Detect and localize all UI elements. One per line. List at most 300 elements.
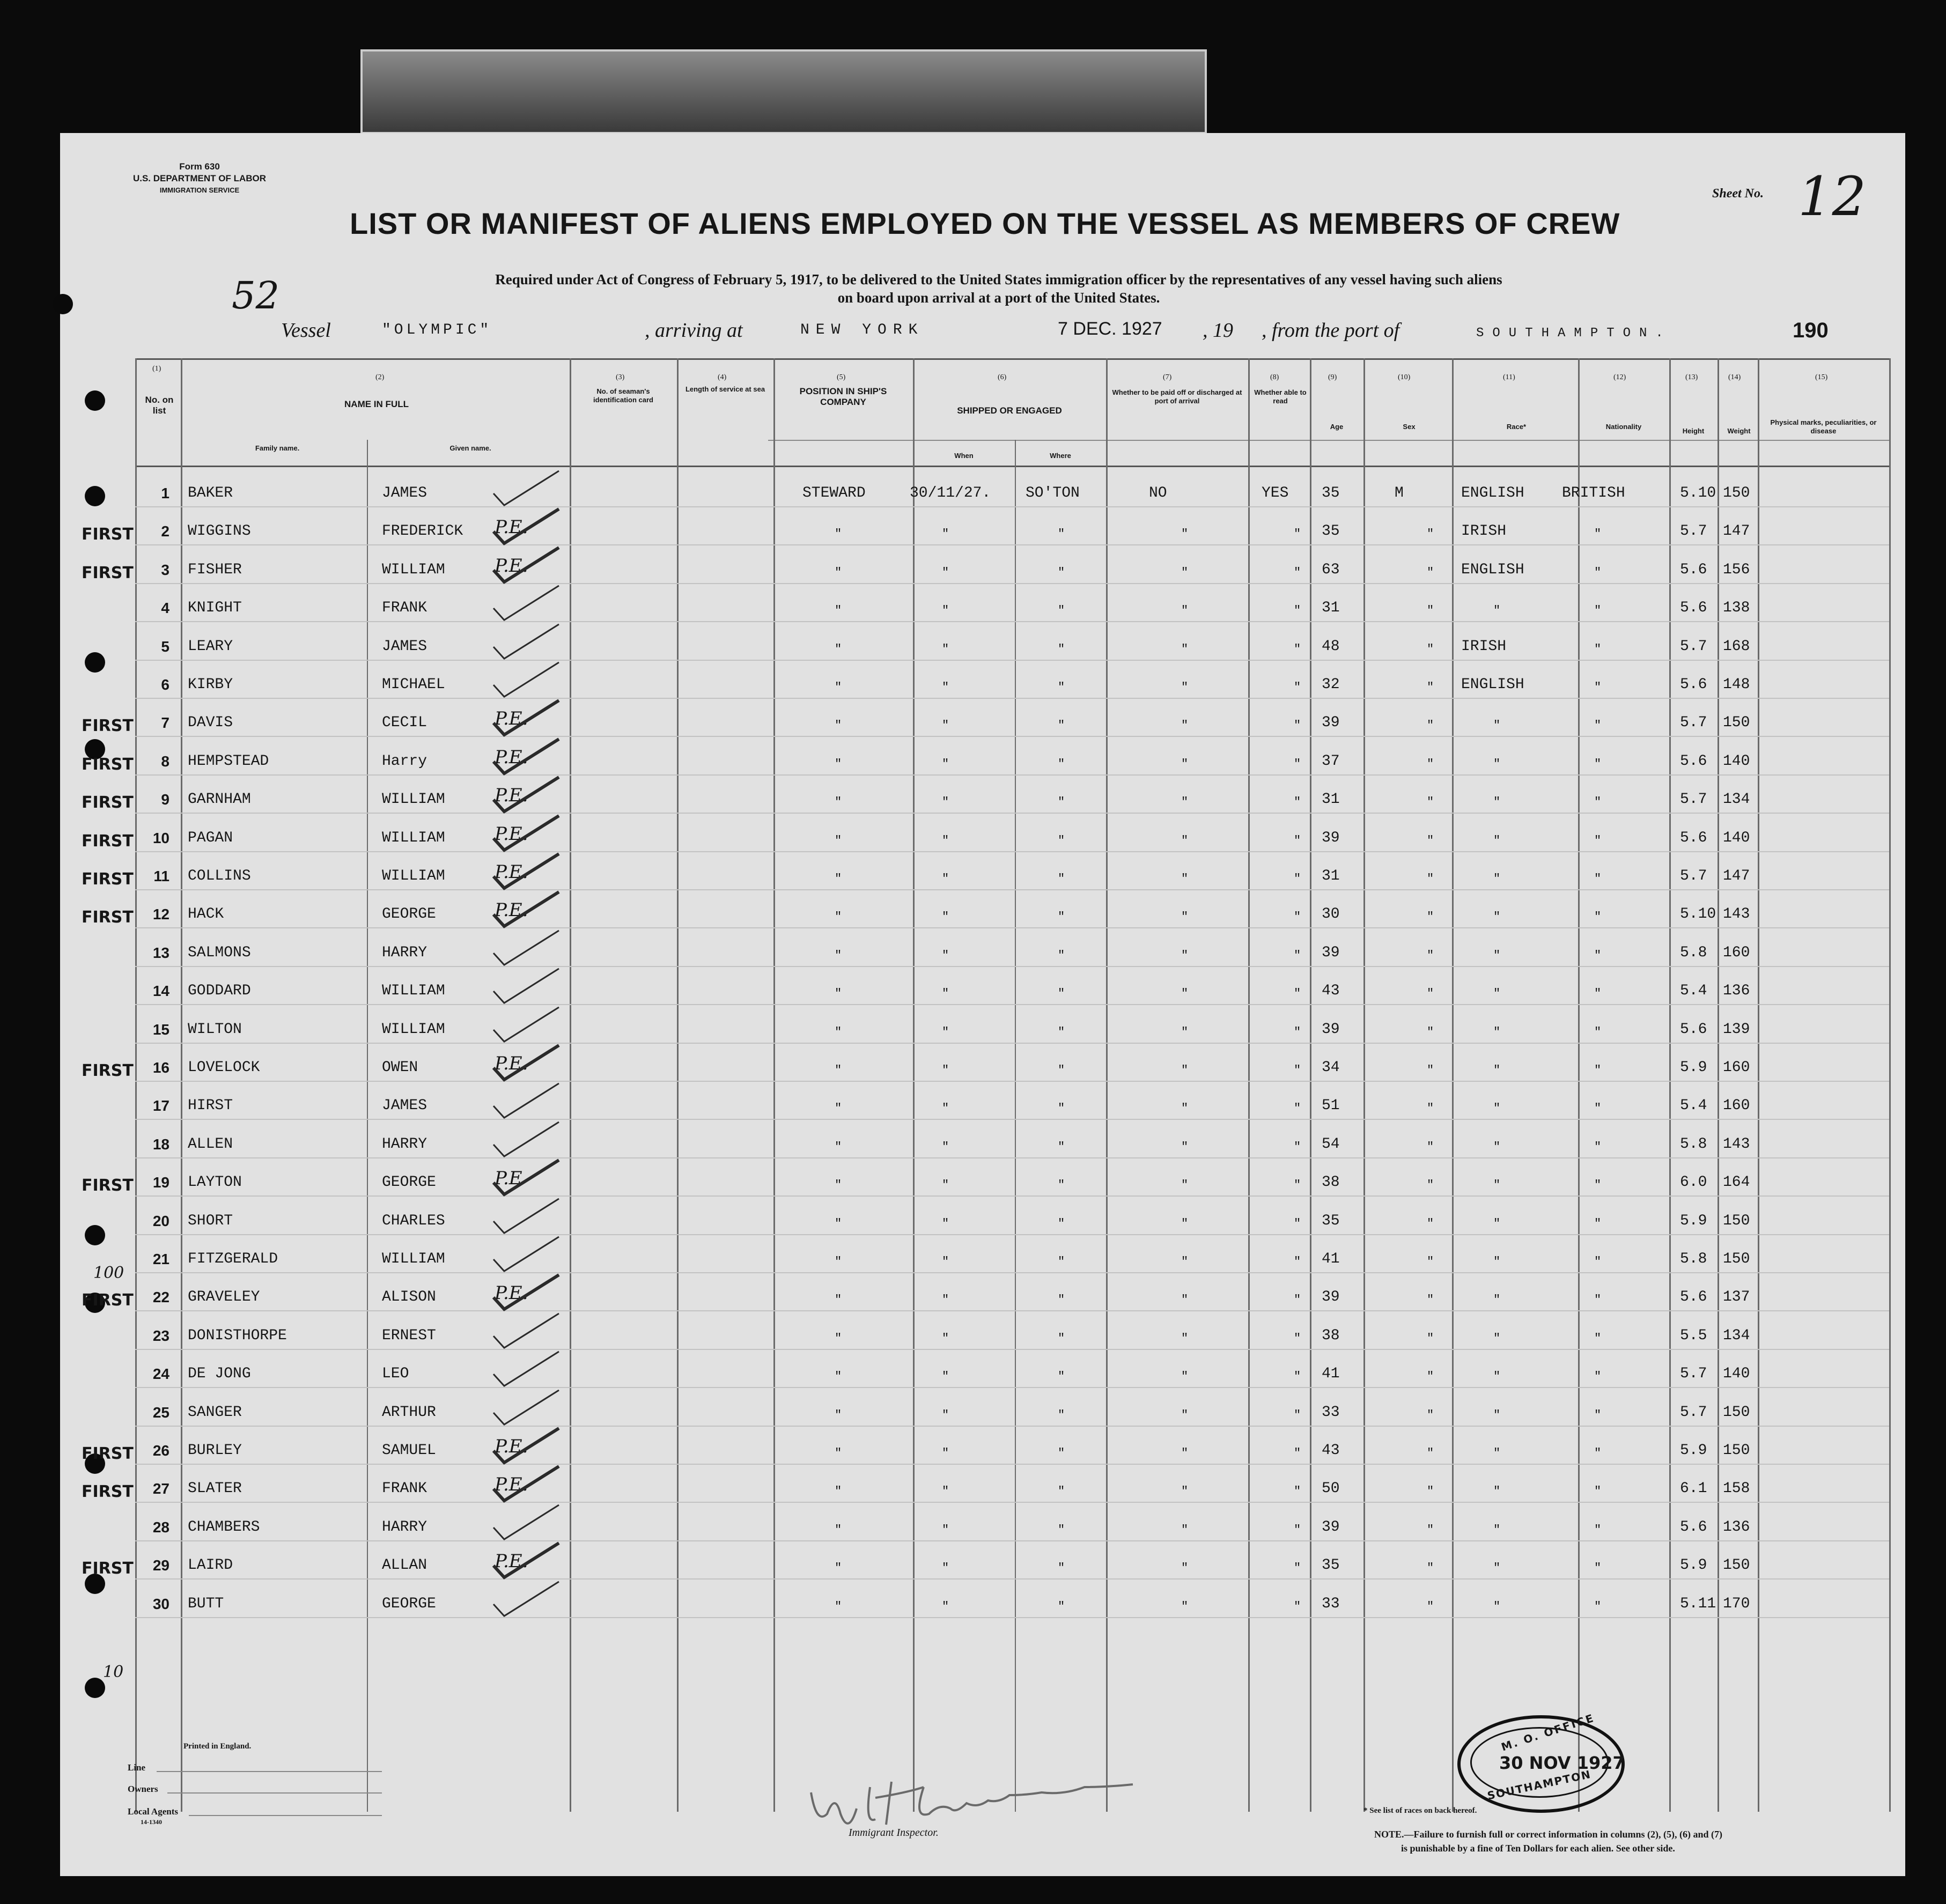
cell-nationality: " xyxy=(1594,1523,1602,1537)
cell-shipped-where: " xyxy=(1058,1064,1065,1077)
cell-family-name: BAKER xyxy=(188,485,233,501)
cell-shipped-when: " xyxy=(942,1140,949,1154)
cell-paid-off: " xyxy=(1181,795,1189,809)
cell-nationality: " xyxy=(1594,1064,1602,1077)
first-class-mark: FIRST xyxy=(82,908,134,927)
cell-position: " xyxy=(835,1331,842,1345)
cell-able-to-read: " xyxy=(1294,1102,1301,1116)
cell-row-number: 28 xyxy=(152,1518,169,1536)
cell-given-name: JAMES xyxy=(382,638,427,655)
cell-shipped-where: " xyxy=(1058,948,1065,962)
printed-note: Printed in England. xyxy=(183,1742,252,1751)
cell-row-number: 18 xyxy=(152,1135,169,1153)
cell-race: " xyxy=(1493,795,1501,809)
cell-shipped-when: " xyxy=(942,1216,949,1230)
cell-family-name: FISHER xyxy=(188,561,242,578)
cell-shipped-where: " xyxy=(1058,1485,1065,1499)
cell-sex: " xyxy=(1427,719,1434,733)
col-header-given: Given name. xyxy=(449,444,491,452)
cell-race: IRISH xyxy=(1461,523,1507,540)
header-bottom-rule xyxy=(135,466,1889,467)
inspector-label: Immigrant Inspector. xyxy=(849,1827,939,1839)
cell-shipped-when: " xyxy=(942,1293,949,1307)
margin-note: 52 xyxy=(232,274,280,318)
cell-paid-off: " xyxy=(1181,642,1189,656)
cell-age: 31 xyxy=(1322,868,1340,884)
cell-nationality: " xyxy=(1594,1216,1602,1230)
col-header-nationality: Nationality xyxy=(1605,423,1642,431)
cell-family-name: LAIRD xyxy=(188,1557,233,1574)
check-mark-icon xyxy=(489,1041,564,1084)
first-class-mark: FIRST xyxy=(82,1482,134,1502)
cell-height: 5.6 xyxy=(1680,1518,1707,1536)
pe-annotation: P.E. xyxy=(495,1551,528,1573)
row-rule xyxy=(135,583,1889,584)
cell-height: 5.10 xyxy=(1680,485,1716,501)
cell-sex: M xyxy=(1395,485,1404,501)
col-num-6: (6) xyxy=(998,373,1007,381)
cell-sex: " xyxy=(1427,1025,1434,1039)
cell-age: 50 xyxy=(1322,1480,1340,1497)
cell-height: 5.6 xyxy=(1680,1289,1707,1306)
owners-field xyxy=(167,1792,382,1794)
cell-paid-off: " xyxy=(1181,604,1189,618)
cell-paid-off: " xyxy=(1181,1331,1189,1345)
cell-shipped-where: " xyxy=(1058,527,1065,541)
row-rule xyxy=(135,1502,1889,1503)
check-mark-icon xyxy=(489,773,564,816)
cell-race: " xyxy=(1493,719,1501,733)
col-header-idcard: No. of seaman's identification card xyxy=(593,387,653,404)
cell-weight: 160 xyxy=(1723,944,1750,961)
cell-given-name: WILLIAM xyxy=(382,1251,445,1267)
cell-height: 5.6 xyxy=(1680,561,1707,578)
col-header-family: Family name. xyxy=(255,444,300,452)
cell-sex: " xyxy=(1427,1178,1434,1192)
cell-sex: " xyxy=(1427,1140,1434,1154)
first-class-mark: FIRST xyxy=(82,755,134,774)
from-port-label: , from the port of xyxy=(1262,319,1400,342)
cell-race: ENGLISH xyxy=(1461,561,1524,578)
cell-paid-off: " xyxy=(1181,565,1189,579)
cell-position: " xyxy=(835,1293,842,1307)
cell-shipped-where: " xyxy=(1058,910,1065,924)
col-rule xyxy=(1248,358,1250,1812)
arriving-port: NEW YORK xyxy=(800,322,924,338)
cell-race: " xyxy=(1493,1216,1501,1230)
cell-paid-off: " xyxy=(1181,1523,1189,1537)
cell-shipped-where: " xyxy=(1058,987,1065,1001)
cell-sex: " xyxy=(1427,948,1434,962)
cell-family-name: HEMPSTEAD xyxy=(188,752,269,770)
cell-height: 6.1 xyxy=(1680,1480,1707,1497)
cell-race: " xyxy=(1493,1408,1501,1422)
cell-given-name: WILLIAM xyxy=(382,983,445,1000)
col-rule xyxy=(367,440,368,1812)
row-rule xyxy=(135,1272,1889,1273)
cell-position: " xyxy=(835,910,842,924)
cell-age: 39 xyxy=(1322,1518,1340,1536)
cell-paid-off: " xyxy=(1181,987,1189,1001)
cell-sex: " xyxy=(1427,527,1434,541)
row-rule xyxy=(135,1119,1889,1120)
subtitle-line1: Required under Act of Congress of February 5, 1917, to be delivered to the United States immigration officer by the representatives of any vessel having such aliens xyxy=(495,271,1502,287)
cell-able-to-read: YES xyxy=(1262,485,1289,501)
cell-height: 5.4 xyxy=(1680,983,1707,1000)
punch-hole xyxy=(85,652,105,673)
cell-sex: " xyxy=(1427,642,1434,656)
agents-field xyxy=(189,1815,382,1816)
margin-mark-100: 100 xyxy=(93,1264,124,1282)
cell-nationality: " xyxy=(1594,872,1602,885)
cell-shipped-where: " xyxy=(1058,872,1065,885)
cell-able-to-read: " xyxy=(1294,642,1301,656)
cell-shipped-where: " xyxy=(1058,1523,1065,1537)
cell-shipped-where: " xyxy=(1058,1025,1065,1039)
fine-note-1: NOTE.—Failure to furnish full or correct information in columns (2), (5), (6) and (7) xyxy=(1374,1829,1722,1840)
cell-height: 5.10 xyxy=(1680,906,1716,923)
manifest-sheet xyxy=(60,133,1905,1876)
cell-nationality: " xyxy=(1594,565,1602,579)
punch-hole xyxy=(85,1678,105,1698)
cell-position: " xyxy=(835,757,842,771)
cell-height: 5.8 xyxy=(1680,1135,1707,1153)
cell-age: 51 xyxy=(1322,1097,1340,1115)
cell-sex: " xyxy=(1427,987,1434,1001)
sheet-number: 12 xyxy=(1798,165,1867,228)
row-rule xyxy=(135,1578,1889,1580)
cell-nationality: " xyxy=(1594,1447,1602,1460)
cell-shipped-when: " xyxy=(942,719,949,733)
cell-paid-off: " xyxy=(1181,872,1189,885)
cell-row-number: 22 xyxy=(152,1289,169,1306)
cell-given-name: ALLAN xyxy=(382,1557,427,1574)
cell-position: " xyxy=(835,1216,842,1230)
check-mark-icon xyxy=(489,1539,564,1582)
cell-sex: " xyxy=(1427,1331,1434,1345)
cell-nationality: " xyxy=(1594,604,1602,618)
cell-age: 38 xyxy=(1322,1327,1340,1344)
check-mark-icon xyxy=(489,1156,564,1199)
col-rule xyxy=(1015,440,1016,1812)
cell-height: 5.11 xyxy=(1680,1595,1716,1612)
cell-position: " xyxy=(835,1255,842,1268)
cell-shipped-when: " xyxy=(942,1599,949,1613)
check-mark-icon xyxy=(489,1194,564,1237)
cell-position: " xyxy=(835,719,842,733)
cell-position: " xyxy=(835,948,842,962)
row-rule xyxy=(135,1081,1889,1082)
cell-given-name: ARTHUR xyxy=(382,1404,436,1421)
cell-weight: 143 xyxy=(1723,1135,1750,1153)
cell-given-name: GEORGE xyxy=(382,1595,436,1612)
col-header-marks: Physical marks, peculiarities, or disease xyxy=(1770,418,1877,435)
cell-age: 39 xyxy=(1322,944,1340,961)
cell-given-name: WILLIAM xyxy=(382,829,445,846)
cell-height: 5.7 xyxy=(1680,638,1707,655)
cell-race: " xyxy=(1493,1523,1501,1537)
cell-age: 35 xyxy=(1322,485,1340,501)
cell-shipped-when: " xyxy=(942,757,949,771)
col-header-paid: Whether to be paid off or discharged at port of arrival xyxy=(1112,388,1242,405)
cell-weight: 137 xyxy=(1723,1289,1750,1306)
from-port: SOUTHAMPTON. xyxy=(1476,326,1672,341)
col-rule xyxy=(1718,358,1719,1812)
cell-age: 34 xyxy=(1322,1059,1340,1076)
check-mark-icon xyxy=(489,1347,564,1390)
agents-label: Local Agents xyxy=(128,1806,178,1817)
cell-nationality: " xyxy=(1594,910,1602,924)
cell-age: 38 xyxy=(1322,1174,1340,1191)
cell-able-to-read: " xyxy=(1294,833,1301,847)
cell-row-number: 16 xyxy=(152,1059,169,1076)
cell-weight: 134 xyxy=(1723,1327,1750,1344)
col-header-position: POSITION IN SHIP'S COMPANY xyxy=(799,386,887,407)
cell-sex: " xyxy=(1427,1370,1434,1384)
cell-paid-off: " xyxy=(1181,681,1189,694)
cell-family-name: BURLEY xyxy=(188,1442,242,1459)
pe-annotation: P.E. xyxy=(495,555,528,577)
cell-position: STEWARD xyxy=(802,485,866,501)
cell-nationality: " xyxy=(1594,795,1602,809)
cell-family-name: HIRST xyxy=(188,1097,233,1115)
cell-row-number: 27 xyxy=(152,1480,169,1497)
col-num-15: (15) xyxy=(1815,373,1828,381)
cell-shipped-when: " xyxy=(942,681,949,694)
cell-shipped-when: " xyxy=(942,1064,949,1077)
first-class-mark: FIRST xyxy=(82,870,134,889)
cell-row-number: 21 xyxy=(152,1251,169,1267)
pe-annotation: P.E. xyxy=(495,516,528,538)
sheet-label: Sheet No. xyxy=(1712,187,1764,201)
cell-row-number: 8 xyxy=(161,752,169,770)
punch-hole xyxy=(85,390,105,411)
cell-position: " xyxy=(835,1599,842,1613)
cell-family-name: WIGGINS xyxy=(188,523,251,540)
cell-row-number: 26 xyxy=(152,1442,169,1459)
cell-nationality: " xyxy=(1594,1140,1602,1154)
cell-height: 5.9 xyxy=(1680,1442,1707,1459)
cell-paid-off: " xyxy=(1181,910,1189,924)
cell-row-number: 12 xyxy=(152,906,169,923)
col-rule xyxy=(677,358,679,1812)
cell-sex: " xyxy=(1427,1064,1434,1077)
cell-weight: 140 xyxy=(1723,1366,1750,1383)
row-rule xyxy=(135,851,1889,852)
cell-weight: 143 xyxy=(1723,906,1750,923)
cell-family-name: GODDARD xyxy=(188,983,251,1000)
cell-family-name: SLATER xyxy=(188,1480,242,1497)
cell-height: 5.7 xyxy=(1680,791,1707,808)
cell-given-name: FRANK xyxy=(382,1480,427,1497)
cell-age: 39 xyxy=(1322,1289,1340,1306)
cell-weight: 158 xyxy=(1723,1480,1750,1497)
check-mark-icon xyxy=(489,1424,564,1467)
cell-weight: 150 xyxy=(1723,1251,1750,1267)
cell-nationality: " xyxy=(1594,833,1602,847)
row-rule xyxy=(135,1043,1889,1044)
cell-age: 31 xyxy=(1322,600,1340,617)
check-mark-icon xyxy=(489,1386,564,1429)
cell-paid-off: " xyxy=(1181,1102,1189,1116)
cell-nationality: " xyxy=(1594,1485,1602,1499)
cell-weight: 136 xyxy=(1723,1518,1750,1536)
cell-height: 6.0 xyxy=(1680,1174,1707,1191)
cell-sex: " xyxy=(1427,565,1434,579)
check-mark-icon xyxy=(489,1003,564,1046)
cell-row-number: 13 xyxy=(152,944,169,961)
cell-paid-off: " xyxy=(1181,1255,1189,1268)
col-header-age: Age xyxy=(1330,423,1344,431)
cell-sex: " xyxy=(1427,757,1434,771)
cell-row-number: 30 xyxy=(152,1595,169,1612)
cell-able-to-read: " xyxy=(1294,1025,1301,1039)
col-header-weight: Weight xyxy=(1727,427,1751,435)
cell-family-name: HACK xyxy=(188,906,224,923)
col-num-7: (7) xyxy=(1163,373,1172,381)
cell-race: " xyxy=(1493,1447,1501,1460)
cell-weight: 136 xyxy=(1723,983,1750,1000)
cell-able-to-read: " xyxy=(1294,604,1301,618)
check-mark-icon xyxy=(489,505,564,548)
cell-race: ENGLISH xyxy=(1461,676,1524,693)
cell-position: " xyxy=(835,1370,842,1384)
cell-age: 32 xyxy=(1322,676,1340,693)
row-rule xyxy=(135,621,1889,622)
cell-race: " xyxy=(1493,910,1501,924)
check-mark-icon xyxy=(489,1118,564,1161)
cell-height: 5.5 xyxy=(1680,1327,1707,1344)
cell-shipped-where: " xyxy=(1058,1293,1065,1307)
cell-race: " xyxy=(1493,833,1501,847)
cell-sex: " xyxy=(1427,1255,1434,1268)
cell-shipped-where: SO'TON xyxy=(1026,485,1080,501)
col-num-12: (12) xyxy=(1613,373,1626,381)
cell-able-to-read: " xyxy=(1294,1370,1301,1384)
cell-able-to-read: " xyxy=(1294,1255,1301,1268)
cell-nationality: " xyxy=(1594,681,1602,694)
cell-weight: 164 xyxy=(1723,1174,1750,1191)
cell-position: " xyxy=(835,1178,842,1192)
cell-family-name: GARNHAM xyxy=(188,791,251,808)
check-mark-icon xyxy=(489,1309,564,1352)
cell-given-name: FRANK xyxy=(382,600,427,617)
cell-given-name: WILLIAM xyxy=(382,1021,445,1038)
cell-row-number: 2 xyxy=(161,523,169,540)
cell-height: 5.6 xyxy=(1680,600,1707,617)
cell-weight: 147 xyxy=(1723,868,1750,884)
cell-family-name: LAYTON xyxy=(188,1174,242,1191)
row-rule xyxy=(135,736,1889,737)
cell-position: " xyxy=(835,987,842,1001)
first-class-mark: FIRST xyxy=(82,1444,134,1463)
cell-family-name: BUTT xyxy=(188,1595,224,1612)
row-rule xyxy=(135,506,1889,507)
col-num-2: (2) xyxy=(375,373,385,381)
cell-able-to-read: " xyxy=(1294,681,1301,694)
cell-paid-off: " xyxy=(1181,833,1189,847)
cell-shipped-where: " xyxy=(1058,681,1065,694)
row-rule xyxy=(135,1004,1889,1005)
check-mark-icon xyxy=(489,1233,564,1275)
pe-annotation: P.E. xyxy=(495,823,528,845)
cell-weight: 140 xyxy=(1723,829,1750,846)
col-header-race: Race* xyxy=(1506,423,1527,431)
cell-family-name: FITZGERALD xyxy=(188,1251,278,1267)
cell-shipped-where: " xyxy=(1058,795,1065,809)
col-header-read: Whether able to read xyxy=(1254,388,1307,405)
check-mark-icon xyxy=(489,811,564,854)
cell-nationality: " xyxy=(1594,1178,1602,1192)
cell-shipped-when: " xyxy=(942,1331,949,1345)
col-header-no: No. on list xyxy=(145,395,174,416)
row-rule xyxy=(135,1617,1889,1618)
cell-weight: 168 xyxy=(1723,638,1750,655)
cell-race: " xyxy=(1493,1561,1501,1575)
cell-shipped-where: " xyxy=(1058,604,1065,618)
cell-family-name: GRAVELEY xyxy=(188,1289,260,1306)
cell-able-to-read: " xyxy=(1294,1447,1301,1460)
cell-shipped-when: " xyxy=(942,565,949,579)
cell-able-to-read: " xyxy=(1294,757,1301,771)
cell-sex: " xyxy=(1427,681,1434,694)
pe-annotation: P.E. xyxy=(495,1053,528,1074)
cell-nationality: " xyxy=(1594,527,1602,541)
col-num-3: (3) xyxy=(616,373,625,381)
cell-race: " xyxy=(1493,948,1501,962)
cell-height: 5.8 xyxy=(1680,944,1707,961)
page-title: LIST OR MANIFEST OF ALIENS EMPLOYED ON THE VESSEL AS MEMBERS OF CREW xyxy=(350,206,1620,240)
cell-race: " xyxy=(1493,1064,1501,1077)
cell-given-name: FREDERICK xyxy=(382,523,463,540)
cell-given-name: WILLIAM xyxy=(382,791,445,808)
cell-family-name: COLLINS xyxy=(188,868,251,884)
cell-height: 5.9 xyxy=(1680,1059,1707,1076)
form-department: U.S. DEPARTMENT OF LABOR xyxy=(132,173,267,183)
col-header-sex: Sex xyxy=(1403,423,1416,431)
cell-able-to-read: " xyxy=(1294,987,1301,1001)
col-rule xyxy=(773,358,775,1812)
cell-shipped-where: " xyxy=(1058,1599,1065,1613)
cell-nationality: " xyxy=(1594,987,1602,1001)
cell-shipped-where: " xyxy=(1058,1102,1065,1116)
cell-able-to-read: " xyxy=(1294,1140,1301,1154)
cell-age: 54 xyxy=(1322,1135,1340,1153)
cell-height: 5.6 xyxy=(1680,829,1707,846)
cell-height: 5.7 xyxy=(1680,523,1707,540)
cell-nationality: " xyxy=(1594,719,1602,733)
cell-row-number: 29 xyxy=(152,1557,169,1574)
cell-paid-off: " xyxy=(1181,1408,1189,1422)
check-mark-icon xyxy=(489,735,564,778)
punch-hole xyxy=(85,1225,105,1245)
cell-race: " xyxy=(1493,1140,1501,1154)
pe-annotation: P.E. xyxy=(495,899,528,921)
cell-given-name: JAMES xyxy=(382,1097,427,1115)
cell-row-number: 24 xyxy=(152,1366,169,1383)
cell-shipped-when: " xyxy=(942,1561,949,1575)
official-stamp xyxy=(1457,1711,1625,1813)
row-rule xyxy=(135,1195,1889,1197)
subtitle-line2: on board upon arrival at a port of the United States. xyxy=(837,290,1160,306)
cell-age: 63 xyxy=(1322,561,1340,578)
col-num-4: (4) xyxy=(718,373,727,381)
folder-tab xyxy=(360,49,1207,134)
cell-shipped-when: 30/11/27. xyxy=(910,485,991,501)
check-mark-icon xyxy=(489,1271,564,1313)
cell-position: " xyxy=(835,681,842,694)
cell-given-name: Harry xyxy=(382,752,427,770)
